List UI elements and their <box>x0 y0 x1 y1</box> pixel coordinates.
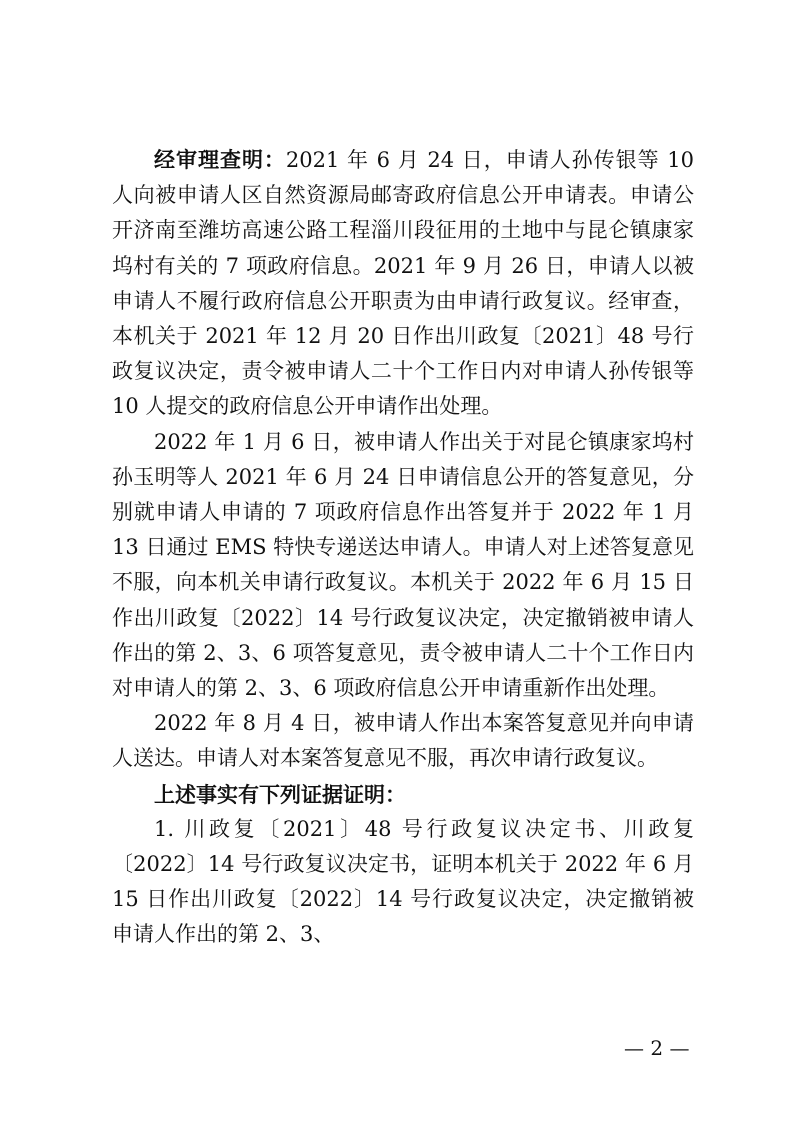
paragraph-text: 2022 年 1 月 6 日，被申请人作出关于对昆仑镇康家坞村孙玉明等人 2021 年 6 月 24 日申请信息公开的答复意见，分别就申请人申请的 7 项政府信息作出答复并于 2022 年 1 月 13 日通过 EMS 特快专递送达申请人。申请人对上述答复意见不服，向本机关申请行政复议。本机关于 2022 年 6 月 15 日作出川政复〔2022〕14 号行政复议决定，决定撤销被申请人作出的第 2、3、6 项答复意见，责令被申请人二十个工作日内对申请人的第 2、3、6 项政府信息公开申请重新作出处理。 <box>112 429 694 701</box>
page-number: — 2 — <box>624 1036 690 1060</box>
findings-text: 2021 年 6 月 24 日，申请人孙传银等 10 人向被申请人区自然资源局邮寄政府信息公开申请表。申请公开济南至潍坊高速公路工程淄川段征用的土地中与昆仑镇康家坞村有关的 7 项政府信息。2021 年 9 月 26 日，申请人以被申请人不履行政府信息公开职责为由申请行政复议。经审查，本机关于 2021 年 12 月 20 日作出川政复〔2021〕48 号行政复议决定，责令被申请人二十个工作日内对申请人孙传银等 10 人提交的政府信息公开申请作出处理。 <box>112 148 694 419</box>
paragraph-findings <box>112 142 694 425</box>
evidence-item-text: 1. 川政复〔2021〕48 号行政复议决定书、川政复〔2022〕14 号行政复议决定书，证明本机关于 2022 年 6 月 15 日作出川政复〔2022〕14 号行政复议决定，决定撤销被申请人作出的第 2、3、 <box>112 816 694 947</box>
document-body <box>112 142 694 953</box>
evidence-item-1 <box>112 812 694 953</box>
evidence-heading: 上述事实有下列证据证明： <box>154 781 406 807</box>
paragraph-text: 2022 年 8 月 4 日，被申请人作出本案答复意见并向申请人送达。申请人对本案答复意见不服，再次申请行政复议。 <box>112 711 694 771</box>
paragraph-reply-2022-01 <box>112 425 694 707</box>
findings-lead: 经审理查明： <box>154 147 286 172</box>
paragraph-reply-2022-08 <box>112 706 694 776</box>
